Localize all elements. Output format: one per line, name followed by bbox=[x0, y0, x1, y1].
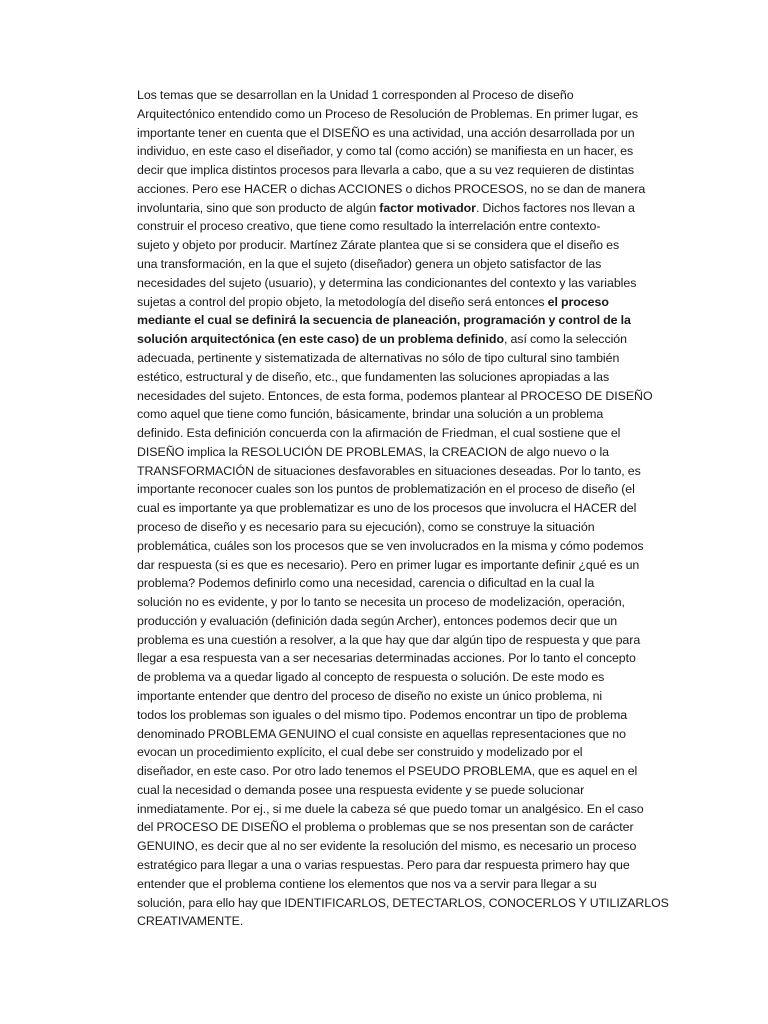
text-run: cual es importante ya que problematizar es uno de los procesos que involucra el HACER del bbox=[137, 501, 637, 516]
text-line bbox=[137, 330, 669, 349]
text-run: denominado PROBLEMA GENUINO el cual consiste en aquellas representaciones que no bbox=[137, 726, 626, 741]
text-line bbox=[137, 124, 669, 143]
text-run: estratégico para llegar a una o varias respuestas. Pero para dar respuesta primero hay que bbox=[137, 858, 630, 873]
text-line bbox=[137, 649, 669, 668]
text-line bbox=[137, 668, 669, 687]
text-line bbox=[137, 199, 669, 218]
text-line bbox=[137, 687, 669, 706]
text-run: importante reconocer cuales son los puntos de problematización en el proceso de diseño (el bbox=[137, 482, 635, 497]
text-run: sujetas a control del propio objeto, la metodología del diseño será entonces bbox=[137, 294, 548, 309]
text-line bbox=[137, 894, 667, 913]
bold-text-run: factor motivador bbox=[379, 200, 476, 215]
text-run: definido. Esta definición concuerda con la afirmación de Friedman, el cual sostiene que el bbox=[137, 426, 621, 441]
text-run: sujeto y objeto por producir. Martínez Zárate plantea que si se considera que el diseño es bbox=[137, 238, 620, 253]
text-line bbox=[137, 612, 669, 631]
text-run: importante entender que dentro del proceso de diseño no existe un único problema, ni bbox=[137, 689, 603, 703]
text-run: evocan un procedimiento explícito, el cual debe ser construido y modelizado por el bbox=[137, 745, 583, 760]
text-run: TRANSFORMACIÓN de situaciones desfavorables en situaciones deseadas. Por lo tanto, es bbox=[137, 463, 641, 478]
text-line bbox=[137, 86, 669, 105]
text-line bbox=[137, 556, 669, 575]
text-run: importante tener en cuenta que el DISEÑO es una actividad, una acción desarrollada por un bbox=[137, 125, 635, 140]
text-line bbox=[137, 725, 669, 744]
text-run: construir el proceso creativo, que tiene como resultado la interrelación entre contexto- bbox=[137, 219, 601, 234]
bold-text-run: mediante el cual se definirá la secuencia de planeación, programación y control de la bbox=[137, 313, 631, 328]
text-run: como aquel que tiene como función, básicamente, brindar una solución a un problema bbox=[137, 407, 604, 422]
text-run: diseñador, en este caso. Por otro lado tenemos el PSEUDO PROBLEMA, que es aquel en el bbox=[137, 764, 638, 779]
text-run: involuntaria, sino que son producto de algún bbox=[137, 200, 380, 215]
text-run: dar respuesta (si es que es necesario). Pero en primer lugar es importante definir ¿qué es un bbox=[137, 557, 640, 572]
text-run: . Dichos factores nos llevan a bbox=[475, 200, 635, 215]
text-line bbox=[137, 762, 669, 781]
text-run: GENUINO, es decir que al no ser evidente la resolución del mismo, es necesario un proceso bbox=[137, 839, 637, 854]
text-line bbox=[137, 274, 669, 293]
text-run: acciones. Pero ese HACER o dichas ACCIONES o dichos PROCESOS, no se dan de manera bbox=[137, 181, 646, 196]
text-line bbox=[137, 800, 669, 819]
text-run: cual la necesidad o demanda posee una respuesta evidente y se puede solucionar bbox=[137, 782, 585, 797]
text-run: proceso de diseño y es necesario para su ejecución), como se construye la situación bbox=[137, 519, 595, 534]
text-line bbox=[137, 593, 669, 612]
text-run: necesidades del sujeto. Entonces, de esta forma, podemos plantear al PROCESO DE DISEÑO bbox=[137, 388, 653, 403]
bold-text-run: el proceso bbox=[547, 294, 609, 309]
text-run: solución no es evidente, y por lo tanto se necesita un proceso de modelización, operación, bbox=[137, 595, 625, 610]
text-run: adecuada, pertinente y sistematizada de alternativas no sólo de tipo cultural sino también bbox=[137, 350, 620, 365]
text-line bbox=[137, 424, 669, 443]
text-line bbox=[137, 105, 669, 124]
text-line bbox=[137, 293, 669, 312]
text-run: individuo, en este caso el diseñador, y como tal (como acción) se manifiesta en un hacer, es bbox=[137, 144, 634, 159]
text-run: problemática, cuáles son los procesos que se ven involucrados en la misma y cómo podemos bbox=[137, 538, 644, 553]
text-line bbox=[137, 743, 669, 762]
text-run: inmediatamente. Por ej., si me duele la cabeza sé que puedo tomar un analgésico. En el caso bbox=[137, 801, 644, 816]
text-run: DISEÑO implica la RESOLUCIÓN DE PROBLEMAS, la CREACION de algo nuevo o la bbox=[137, 444, 610, 459]
text-line bbox=[137, 443, 669, 462]
text-line bbox=[137, 349, 669, 368]
text-line bbox=[137, 311, 669, 330]
text-run: decir que implica distintos procesos para llevarla a cabo, que a su vez requieren de distintas bbox=[137, 163, 635, 178]
text-run: llegar a esa respuesta van a ser necesarias determinadas acciones. Por lo tanto el concepto bbox=[137, 651, 636, 666]
text-run: entender que el problema contiene los elementos que nos va a servir para llegar a su bbox=[137, 876, 597, 891]
text-line bbox=[137, 387, 669, 406]
text-run: problema es una cuestión a resolver, a la que hay que dar algún tipo de respuesta y que para bbox=[137, 632, 641, 647]
text-line bbox=[137, 180, 669, 199]
text-run: del PROCESO DE DISEÑO el problema o problemas que se nos presentan son de carácter bbox=[137, 820, 634, 835]
text-line bbox=[137, 837, 669, 856]
text-line bbox=[137, 574, 669, 593]
body-paragraph bbox=[137, 86, 669, 931]
text-line bbox=[137, 518, 669, 537]
text-line bbox=[137, 236, 669, 255]
text-line bbox=[137, 142, 669, 161]
text-line bbox=[137, 462, 669, 481]
text-run: problema? Podemos definirlo como una necesidad, carencia o dificultad en la cual la bbox=[137, 576, 595, 591]
text-run: , así como la selección bbox=[503, 332, 627, 347]
bold-text-run: solución arquitectónica (en este caso) de un problema definido bbox=[137, 332, 504, 347]
text-line bbox=[137, 405, 669, 424]
text-run: CREATIVAMENTE. bbox=[137, 914, 244, 929]
text-run: Los temas que se desarrollan en la Unidad 1 corresponden al Proceso de diseño bbox=[137, 88, 574, 102]
text-line bbox=[137, 480, 669, 499]
text-line bbox=[137, 818, 669, 837]
text-line bbox=[137, 856, 669, 875]
text-run: de problema va a quedar ligado al concepto de respuesta o solución. De este modo es bbox=[137, 670, 605, 685]
text-run: Arquitectónico entendido como un Proceso de Resolución de Problemas. En primer lugar, es bbox=[137, 106, 638, 121]
text-run: solución, para ello hay que IDENTIFICARLOS, DETECTARLOS, CONOCERLOS Y UTILIZARLOS bbox=[137, 895, 669, 910]
text-line bbox=[137, 368, 669, 387]
text-run: estético, estructural y de diseño, etc., que fundamenten las soluciones apropiadas a las bbox=[137, 369, 610, 384]
text-line bbox=[137, 217, 669, 236]
text-run: una transformación, en la que el sujeto (diseñador) genera un objeto satisfactor de las bbox=[137, 257, 602, 272]
text-line bbox=[137, 255, 669, 274]
text-line bbox=[137, 537, 669, 556]
text-line bbox=[137, 781, 669, 800]
text-line bbox=[137, 161, 669, 180]
text-run: producción y evaluación (definición dada según Archer), entonces podemos decir que un bbox=[137, 613, 618, 628]
text-line bbox=[137, 706, 669, 725]
text-line bbox=[137, 631, 669, 650]
text-line bbox=[137, 912, 669, 931]
text-run: todos los problemas son iguales o del mismo tipo. Podemos encontrar un tipo de problema bbox=[137, 707, 628, 722]
text-line bbox=[137, 499, 669, 518]
text-line bbox=[137, 875, 669, 894]
text-run: necesidades del sujeto (usuario), y determina las condicionantes del contexto y las variables bbox=[137, 275, 637, 290]
